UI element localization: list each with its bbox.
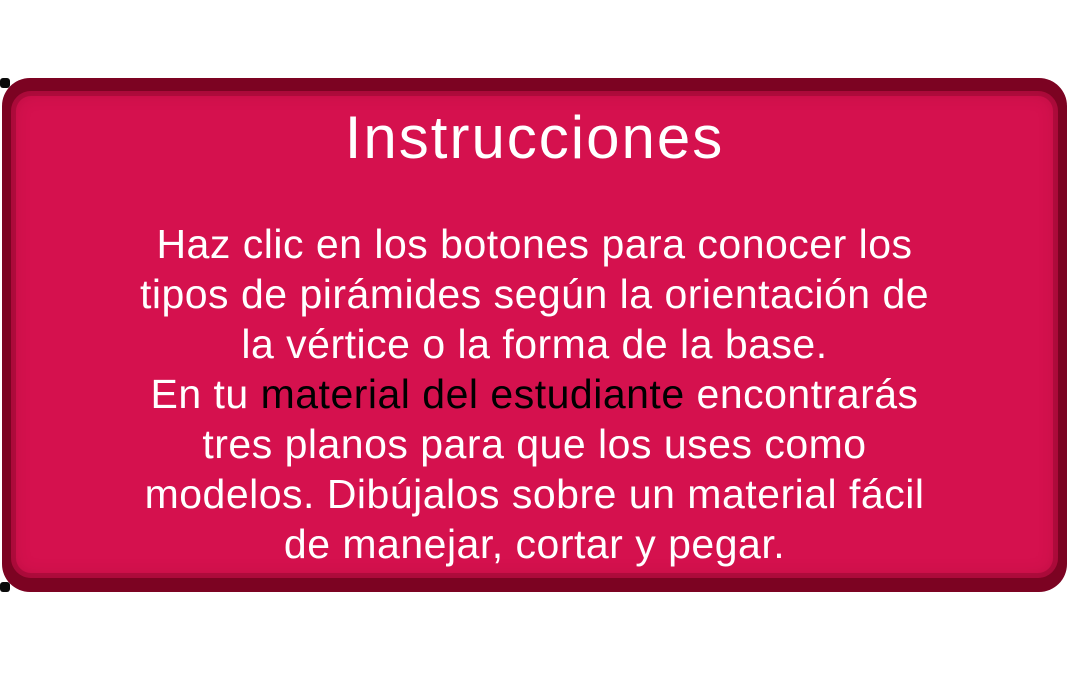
text-segment: encontrarás [684, 371, 919, 417]
text-segment: tipos de pirámides según la orientación de [139, 271, 930, 317]
text-segment: de manejar, cortar y pegar. [283, 521, 786, 567]
card-corner-shadow-bottom-left [0, 582, 10, 592]
text-line-1 [11, 219, 1058, 269]
text-segment: En tu [150, 371, 261, 417]
text-line-7 [11, 519, 1058, 569]
text-segment: la vértice o la forma de la base. [241, 321, 828, 367]
text-line-2 [11, 269, 1058, 319]
instructions-card-body [11, 91, 1058, 578]
text-line-4 [11, 369, 1058, 419]
text-line-3 [11, 319, 1058, 369]
instructions-card [2, 78, 1067, 592]
text-line-6 [11, 469, 1058, 519]
text-segment: Haz clic en los botones para conocer los [156, 221, 913, 267]
card-title: Instrucciones [344, 104, 725, 171]
text-segment: tres planos para que los uses como [202, 421, 867, 467]
highlighted-text-segment: material del estudiante [260, 371, 685, 417]
text-segment: modelos. Dibújalos sobre un material fácil [144, 471, 925, 517]
instructions-paragraph [11, 219, 1058, 569]
text-line-5 [11, 419, 1058, 469]
